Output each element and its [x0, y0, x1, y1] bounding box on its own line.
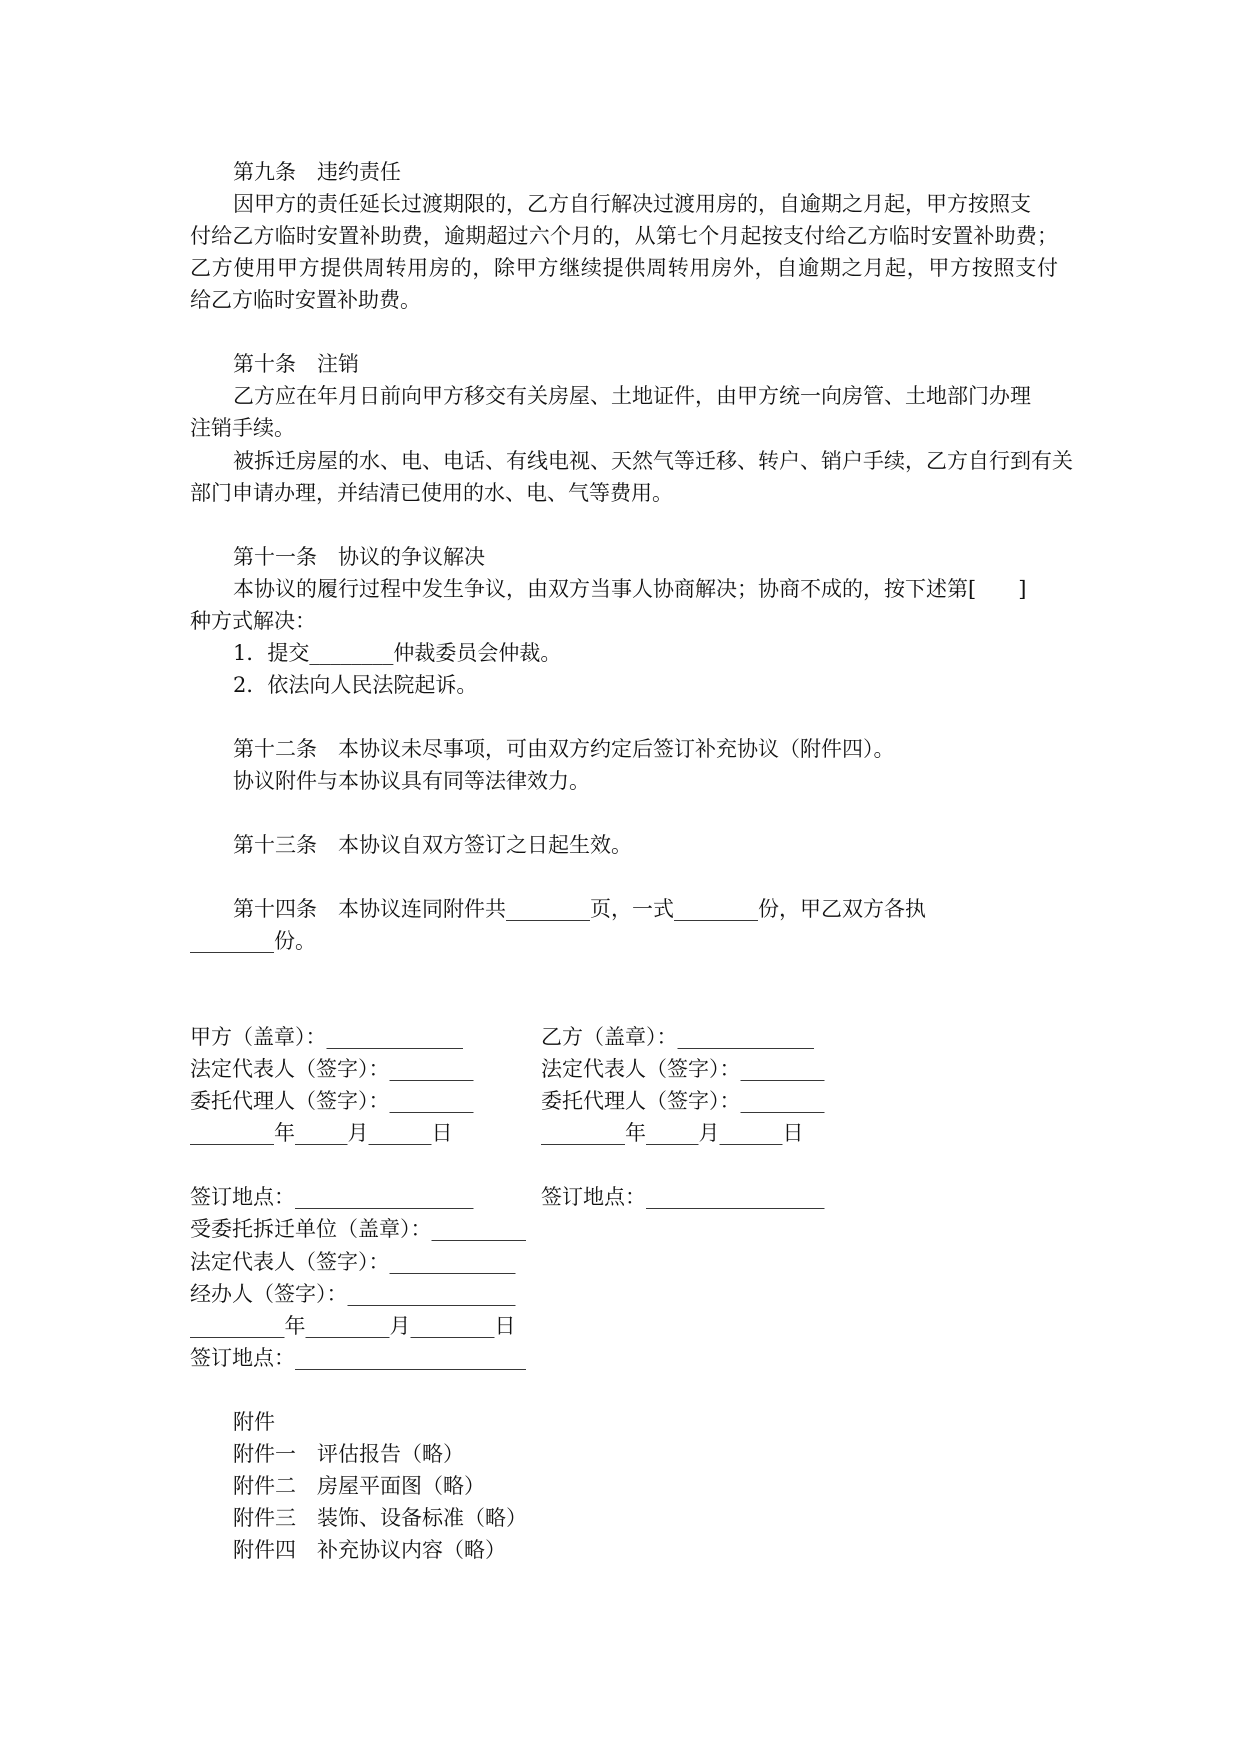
attachments-heading: 附件 [233, 1410, 275, 1434]
article11-text-line: 种方式解决： [190, 609, 316, 633]
article13-text-line: 第十三条 本协议自双方签订之日起生效。 [233, 833, 632, 857]
party-a-legal-rep: 法定代表人（签字）：________ [190, 1057, 474, 1081]
article9-text-line: 乙方使用甲方提供周转用房的，除甲方继续提供周转用房外，自逾期之月起，甲方按照支付 [190, 256, 1058, 280]
article11-text-line: 本协议的履行过程中发生争议，由双方当事人协商解决；协商不成的，按下述第[ ] [233, 577, 1027, 601]
party-b-place: 签订地点：_________________ [541, 1185, 825, 1209]
article10-text-line: 注销手续。 [190, 416, 295, 440]
article9-text-line: 付给乙方临时安置补助费，逾期超过六个月的，从第七个月起按支付给乙方临时安置补助费； [190, 224, 1058, 248]
entrusted-legal-rep: 法定代表人（签字）：____________ [190, 1250, 516, 1274]
article14-text-line: 第十四条 本协议连同附件共________页，一式________份，甲乙双方各执 [233, 897, 926, 921]
entrusted-place: 签订地点：______________________ [190, 1346, 526, 1370]
party-a-date: ________年_____月______日 [190, 1121, 453, 1145]
party-b-date: ________年_____月______日 [541, 1121, 804, 1145]
party-b-legal-rep: 法定代表人（签字）：________ [541, 1057, 825, 1081]
entrusted-date: _________年________月________日 [190, 1314, 516, 1338]
entrusted-unit-seal: 受委托拆迁单位（盖章）：_________ [190, 1217, 526, 1241]
attachment-item: 附件三 装饰、设备标准（略） [233, 1506, 527, 1530]
party-a-place: 签订地点：_________________ [190, 1185, 474, 1209]
article10-text-line: 被拆迁房屋的水、电、电话、有线电视、天然气等迁移、转户、销户手续，乙方自行到有关 [233, 449, 1073, 473]
article10-text-line: 部门申请办理，并结清已使用的水、电、气等费用。 [190, 481, 673, 505]
article9-heading: 第九条 违约责任 [233, 160, 401, 184]
article12-text-line: 第十二条 本协议未尽事项，可由双方约定后签订补充协议（附件四）。 [233, 737, 895, 761]
article10-heading: 第十条 注销 [233, 352, 359, 376]
article9-text-line: 给乙方临时安置补助费。 [190, 288, 421, 312]
party-a-seal: 甲方（盖章）：_____________ [190, 1025, 463, 1049]
attachment-item: 附件一 评估报告（略） [233, 1442, 464, 1466]
party-b-agent: 委托代理人（签字）：________ [541, 1089, 825, 1113]
article11-option-1: 1．提交________仲裁委员会仲裁。 [233, 641, 562, 665]
article11-heading: 第十一条 协议的争议解决 [233, 545, 485, 569]
article10-text-line: 乙方应在年月日前向甲方移交有关房屋、土地证件，由甲方统一向房管、土地部门办理 [233, 384, 1031, 408]
attachment-item: 附件二 房屋平面图（略） [233, 1474, 485, 1498]
article9-text-line: 因甲方的责任延长过渡期限的，乙方自行解决过渡用房的，自逾期之月起，甲方按照支 [233, 192, 1031, 216]
party-a-agent: 委托代理人（签字）：________ [190, 1089, 474, 1113]
entrusted-handler: 经办人（签字）：________________ [190, 1282, 516, 1306]
article11-option-2: 2．依法向人民法院起诉。 [233, 673, 478, 697]
party-b-seal: 乙方（盖章）：_____________ [541, 1025, 814, 1049]
article14-text-line: ________份。 [190, 929, 316, 953]
attachment-item: 附件四 补充协议内容（略） [233, 1538, 506, 1562]
article12-text-line: 协议附件与本协议具有同等法律效力。 [233, 769, 590, 793]
